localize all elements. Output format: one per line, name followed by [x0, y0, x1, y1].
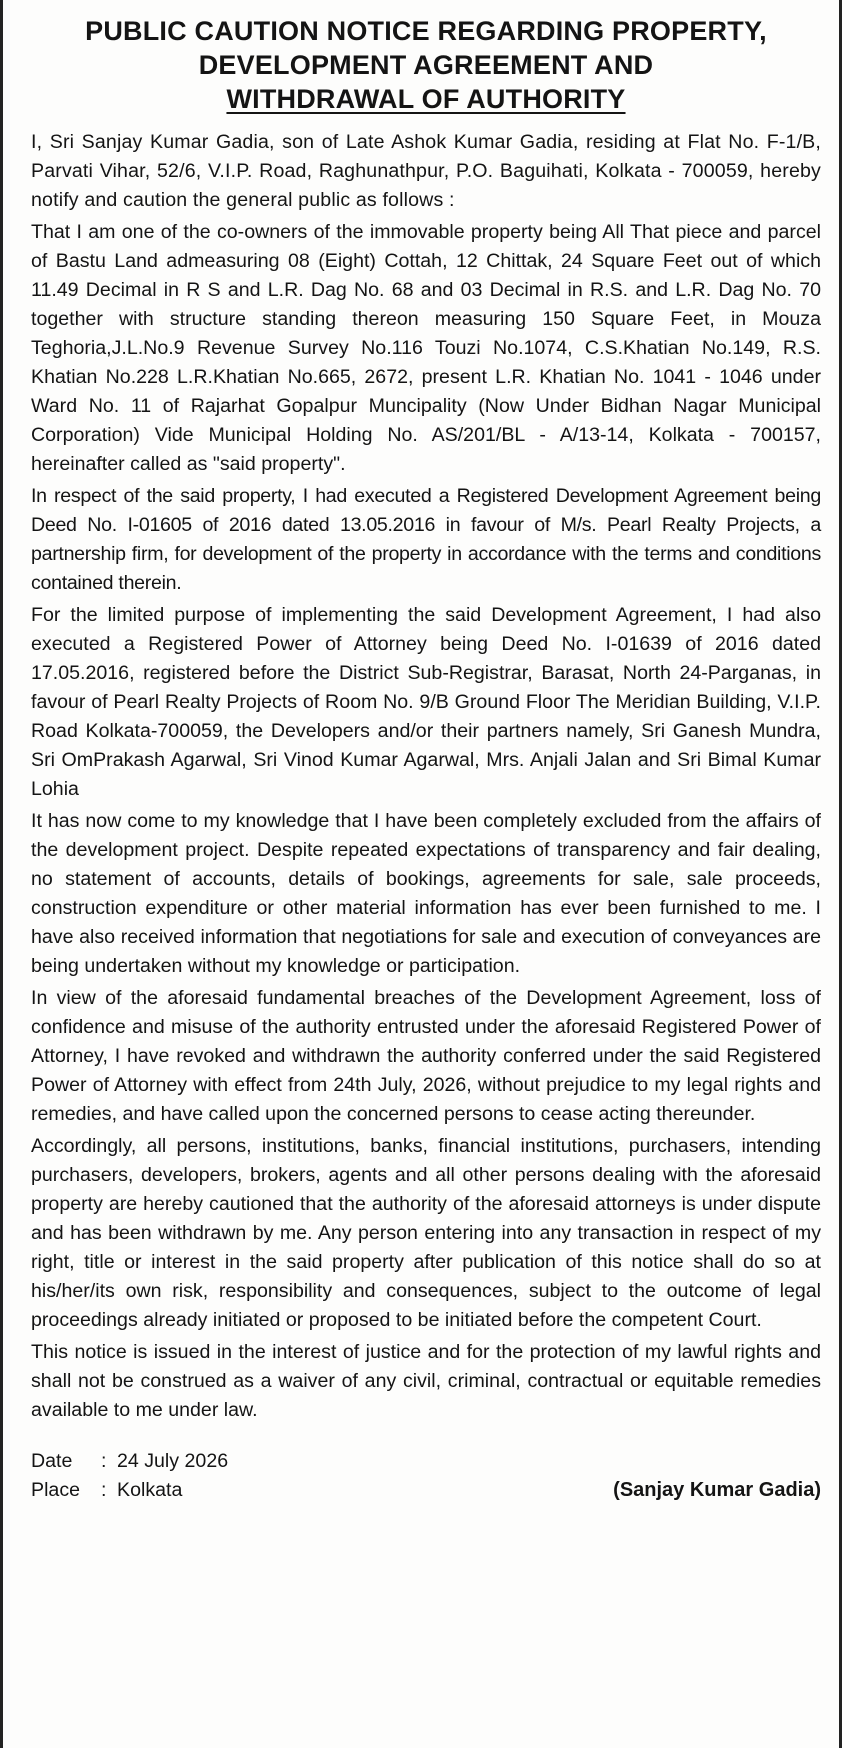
place-label: Place — [31, 1479, 81, 1501]
notice-paragraph-property: That I am one of the co-owners of the immovable property being All That piece and parcel of Bastu Land admeasuring 08 (Eight) Cottah, 12 Chittak, 24 Square Feet out of which 11.49 Decimal in R S and L.R. Dag No. 68 and 03 Decimal in R.S. and L.R. Dag No. 70 together with structure standing thereon measuring 150 Square Feet, in Mouza Teghoria,J.L.No.9 Revenue Survey No.116 Touzi No.1074, C.S.Khatian No.149, R.S. Khatian No.228 L.R.Khatian No.665, 2672, present L.R. Khatian No. 1041 - 1046 under Ward No. 11 of Rajarhat Gopalpur Muncipality (Now Under Bidhan Nagar Municipal Corporation) Vide Municipal Holding No. AS/201/BL - A/13-14, Kolkata - 700157, hereinafter called as "said property". — [31, 221, 821, 475]
heading-line-1: PUBLIC CAUTION NOTICE REGARDING PROPERTY, — [85, 16, 767, 46]
heading-line-2: DEVELOPMENT AGREEMENT AND — [198, 50, 654, 80]
caution-notice — [31, 14, 821, 1505]
place-value: Kolkata — [117, 1479, 183, 1501]
notice-paragraph-caution: Accordingly, all persons, institutions, banks, financial institutions, purchasers, intending purchasers, developers, brokers, agents and all other persons dealing with the aforesaid property are hereby cautioned that the authority of the aforesaid attorneys is under dispute and has been withdrawn by me. Any person entering into any transaction in respect of my right, title or interest in the said property after publication of this notice shall do so at his/her/its own risk, responsibility and consequences, subject to the outcome of legal proceedings already initiated or proposed to be initiated before the competent Court. — [31, 1135, 821, 1331]
notice-heading — [31, 14, 821, 116]
notice-footer — [31, 1447, 821, 1505]
heading-line-3: WITHDRAWAL OF AUTHORITY — [226, 84, 626, 114]
notice-paragraph-revocation: In view of the aforesaid fundamental breaches of the Development Agreement, loss of confidence and misuse of the authority entrusted under the aforesaid Registered Power of Attorney, I have revoked and withdrawn the authority conferred under the said Registered Power of Attorney with effect from 24th July, 2026, without prejudice to my legal rights and remedies, and have called upon the concerned persons to cease acting thereunder. — [31, 987, 821, 1125]
notice-paragraph-power-of-attorney: For the limited purpose of implementing the said Development Agreement, I had also executed a Registered Power of Attorney being Deed No. I-01639 of 2016 dated 17.05.2016, registered before the District Sub-Registrar, Barasat, North 24-Parganas, in favour of Pearl Realty Projects of Room No. 9/B Ground Floor The Meridian Building, V.I.P. Road Kolkata-700059, the Developers and/or their partners namely, Sri Ganesh Mundra, Sri OmPrakash Agarwal, Sri Vinod Kumar Agarwal, Mrs. Anjali Jalan and Sri Bimal Kumar Lohia — [31, 604, 821, 800]
date-separator: : — [101, 1450, 107, 1472]
notice-paragraph-closing: This notice is issued in the interest of justice and for the protection of my lawful rights and shall not be construed as a waiver of any civil, criminal, contractual or equitable remedies available to me under law. — [31, 1341, 821, 1421]
date-value: 24 July 2026 — [117, 1450, 229, 1472]
notice-paragraph-development-agreement: In respect of the said property, I had executed a Registered Development Agreement being Deed No. I-01605 of 2016 dated 13.05.2016 in favour of M/s. Pearl Realty Projects, a partnership firm, for development of the property in accordance with the terms and conditions contained therein. — [31, 485, 821, 594]
date-label: Date — [31, 1450, 73, 1472]
signature: (Sanjay Kumar Gadia) — [613, 1479, 821, 1501]
date-row — [31, 1447, 821, 1476]
place-separator: : — [101, 1479, 107, 1501]
notice-paragraph-exclusion: It has now come to my knowledge that I have been completely excluded from the affairs of the development project. Despite repeated expectations of transparency and fair dealing, no statement of accounts, details of bookings, agreements for sale, sale proceeds, construction expenditure or other material information has ever been furnished to me. I have also received information that negotiations for sale and execution of conveyances are being undertaken without my knowledge or participation. — [31, 810, 821, 977]
notice-paragraph-intro: I, Sri Sanjay Kumar Gadia, son of Late Ashok Kumar Gadia, residing at Flat No. F-1/B, Parvati Vihar, 52/6, V.I.P. Road, Raghunathpur, P.O. Baguihati, Kolkata - 700059, hereby notify and caution the general public as follows : — [31, 131, 821, 211]
